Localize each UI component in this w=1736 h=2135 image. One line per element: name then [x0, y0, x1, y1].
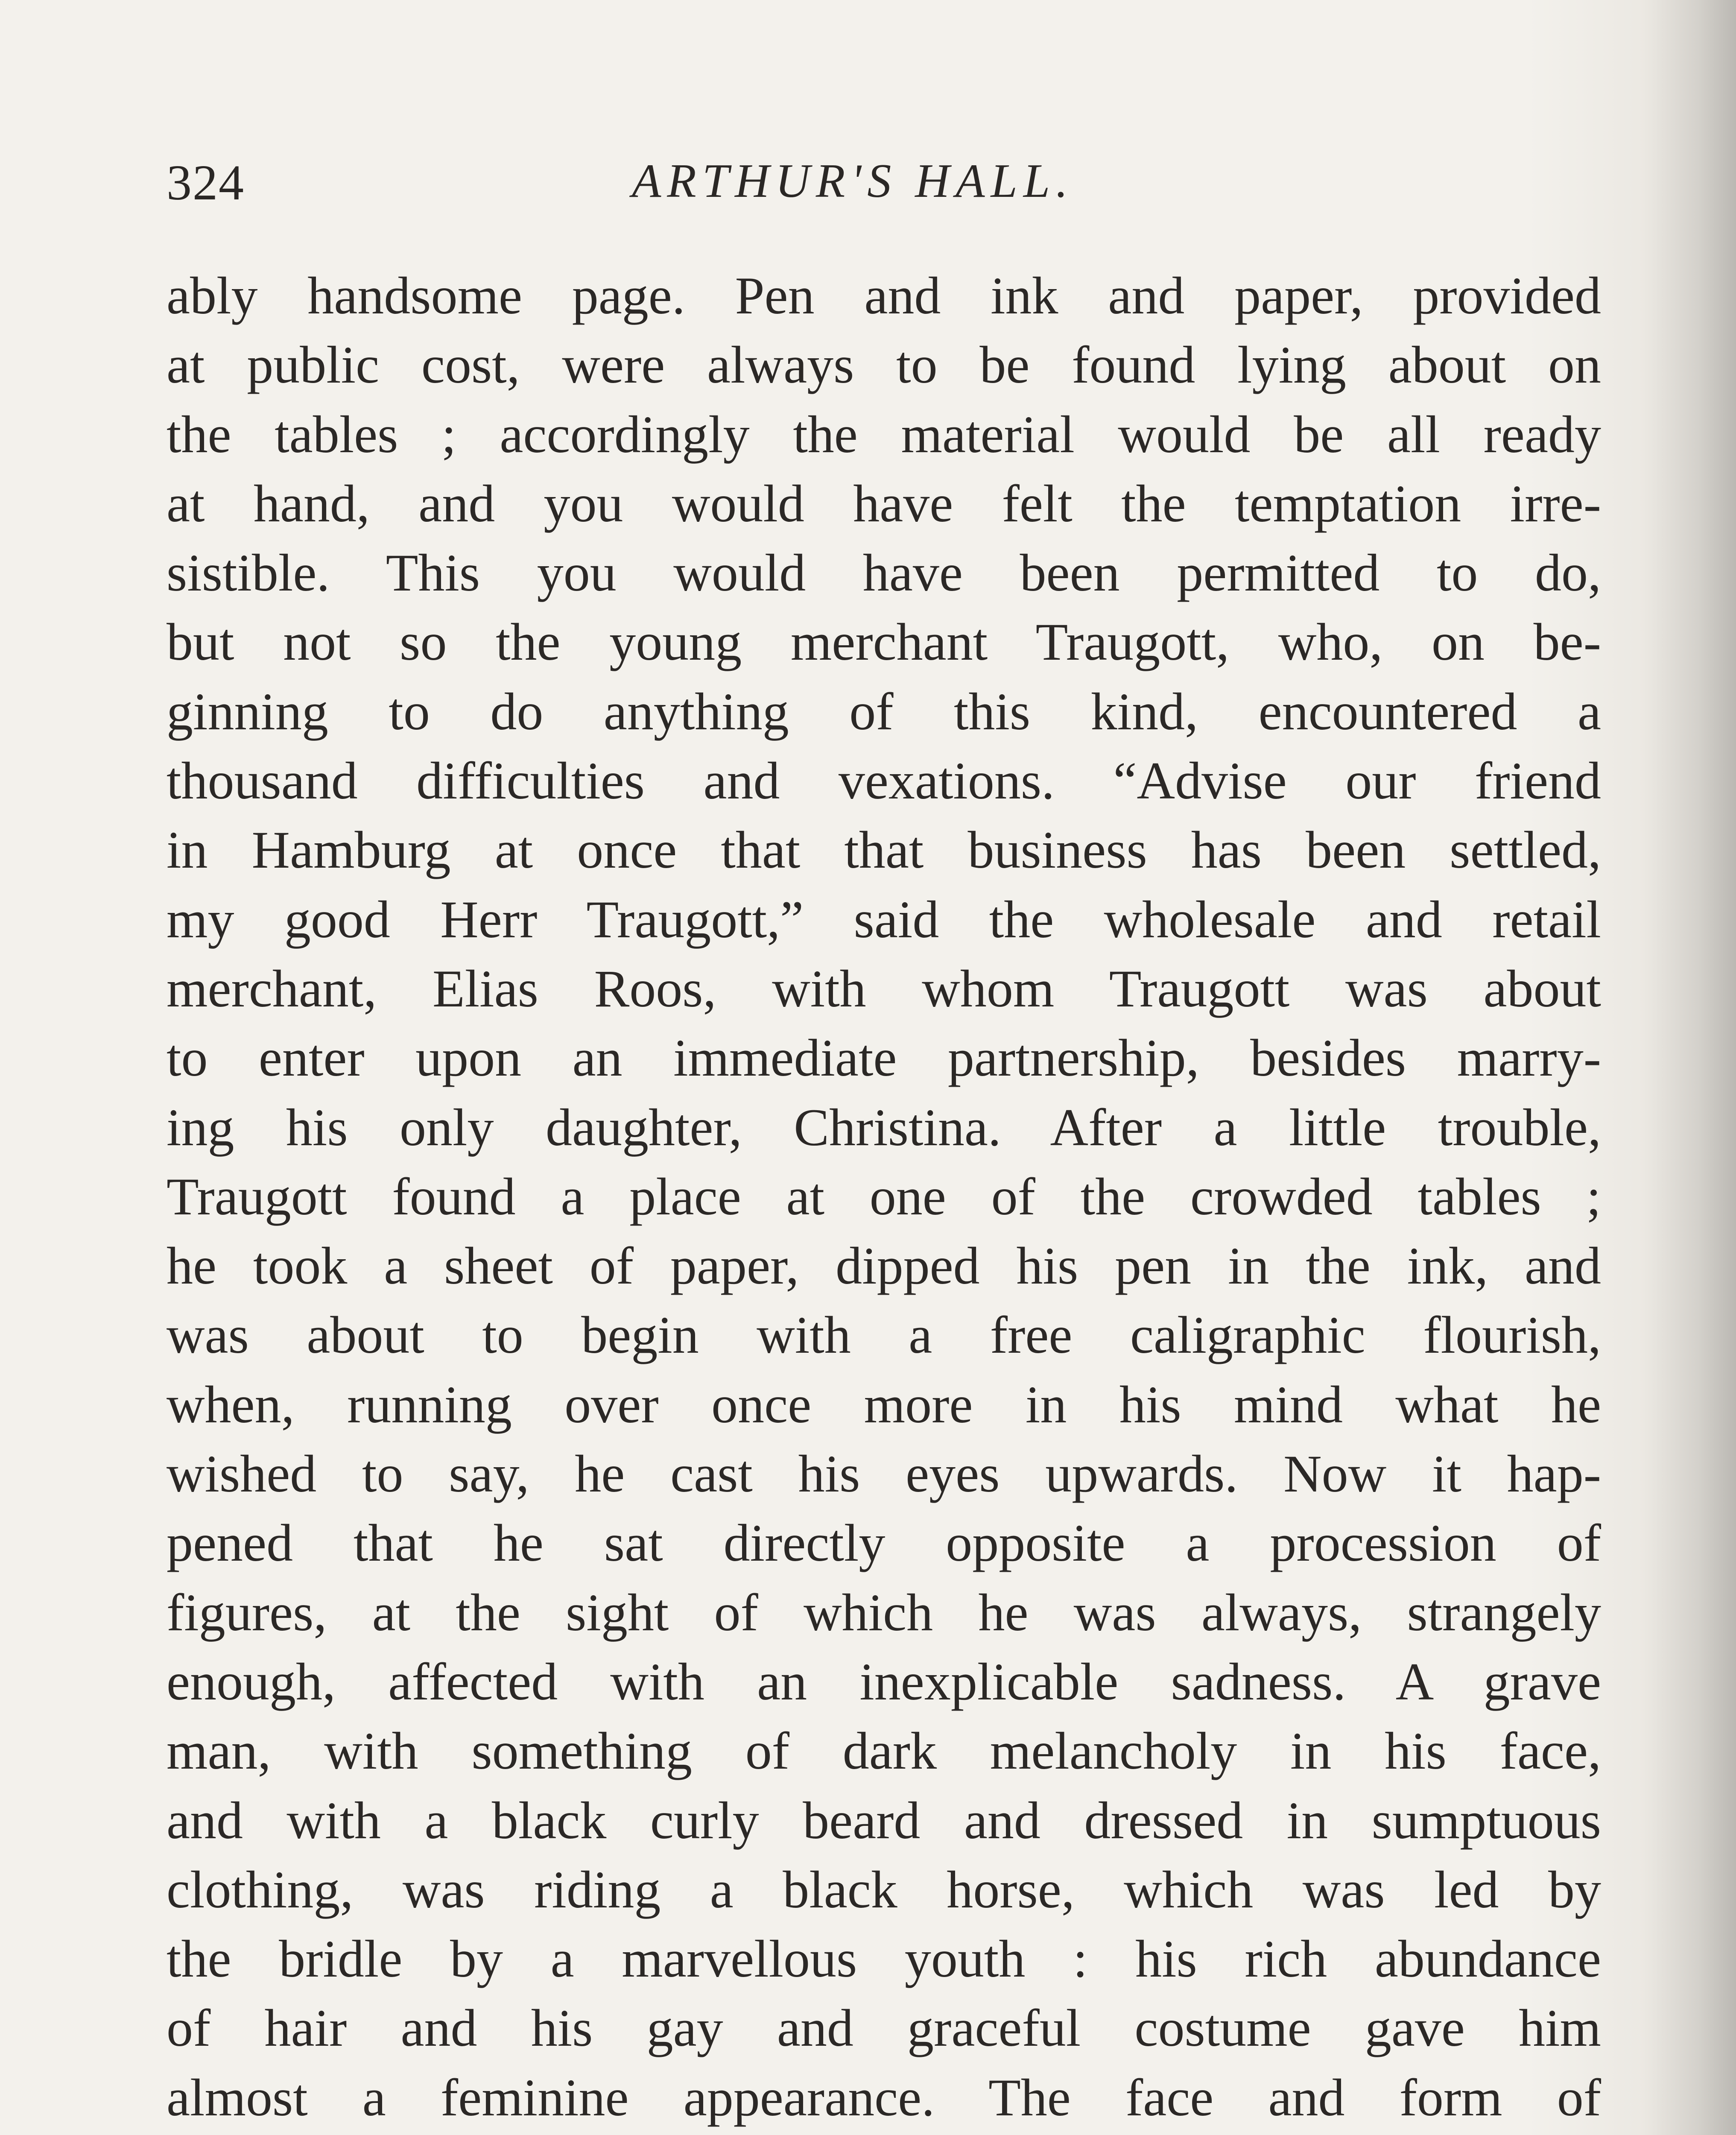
text-line: of hair and his gay and graceful costume gave him — [167, 1999, 1601, 2058]
text-line: to enter upon an immediate partnership, besides marry- — [167, 1029, 1601, 1088]
text-line: the tables ; accordingly the material would be all ready — [167, 405, 1601, 464]
text-line: man, with something of dark melancholy in his face, — [167, 1722, 1601, 1781]
text-line: in Hamburg at once that that business has been settled, — [167, 821, 1601, 880]
text-line: at hand, and you would have felt the temptation irre- — [167, 474, 1601, 533]
text-line: pened that he sat directly opposite a procession of — [167, 1514, 1601, 1573]
running-head — [167, 154, 1601, 239]
text-line: merchant, Elias Roos, with whom Traugott was about — [167, 959, 1601, 1018]
text-line: when, running over once more in his mind what he — [167, 1375, 1601, 1434]
page-gutter-shadow — [1642, 0, 1736, 2135]
text-line: wished to say, he cast his eyes upwards. Now it hap- — [167, 1445, 1601, 1503]
body-text — [167, 261, 1601, 2135]
text-line: but not so the young merchant Traugott, who, on be- — [167, 613, 1601, 672]
page-number: 324 — [167, 155, 245, 211]
text-line: sistible. This you would have been permitted to do, — [167, 544, 1601, 602]
text-line: clothing, was riding a black horse, which was led by — [167, 1860, 1601, 1919]
text-line: he took a sheet of paper, dipped his pen in the ink, and — [167, 1237, 1601, 1296]
text-line: figures, at the sight of which he was always, strangely — [167, 1583, 1601, 1642]
text-line — [167, 2132, 1601, 2135]
text-line: almost a feminine appearance. The face and form of — [167, 2068, 1601, 2127]
text-line: ginning to do anything of this kind, encountered a — [167, 682, 1601, 741]
text-line: enough, affected with an inexplicable sadness. A grave — [167, 1652, 1601, 1711]
running-title: ARTHUR'S HALL. — [632, 155, 1074, 208]
text-line: at public cost, were always to be found lying about on — [167, 336, 1601, 395]
text-line: Traugott found a place at one of the crowded tables ; — [167, 1167, 1601, 1226]
text-line: thousand difficulties and vexations. “Advise our friend — [167, 752, 1601, 810]
text-line: my good Herr Traugott,” said the wholesale and retail — [167, 890, 1601, 949]
text-line: ing his only daughter, Christina. After a little trouble, — [167, 1098, 1601, 1157]
text-line: the bridle by a marvellous youth : his rich abundance — [167, 1930, 1601, 1989]
text-line: ably handsome page. Pen and ink and paper, provided — [167, 266, 1601, 325]
text-line: and with a black curly beard and dressed in sumptuous — [167, 1791, 1601, 1850]
text-line: was about to begin with a free caligraphic flourish, — [167, 1306, 1601, 1365]
